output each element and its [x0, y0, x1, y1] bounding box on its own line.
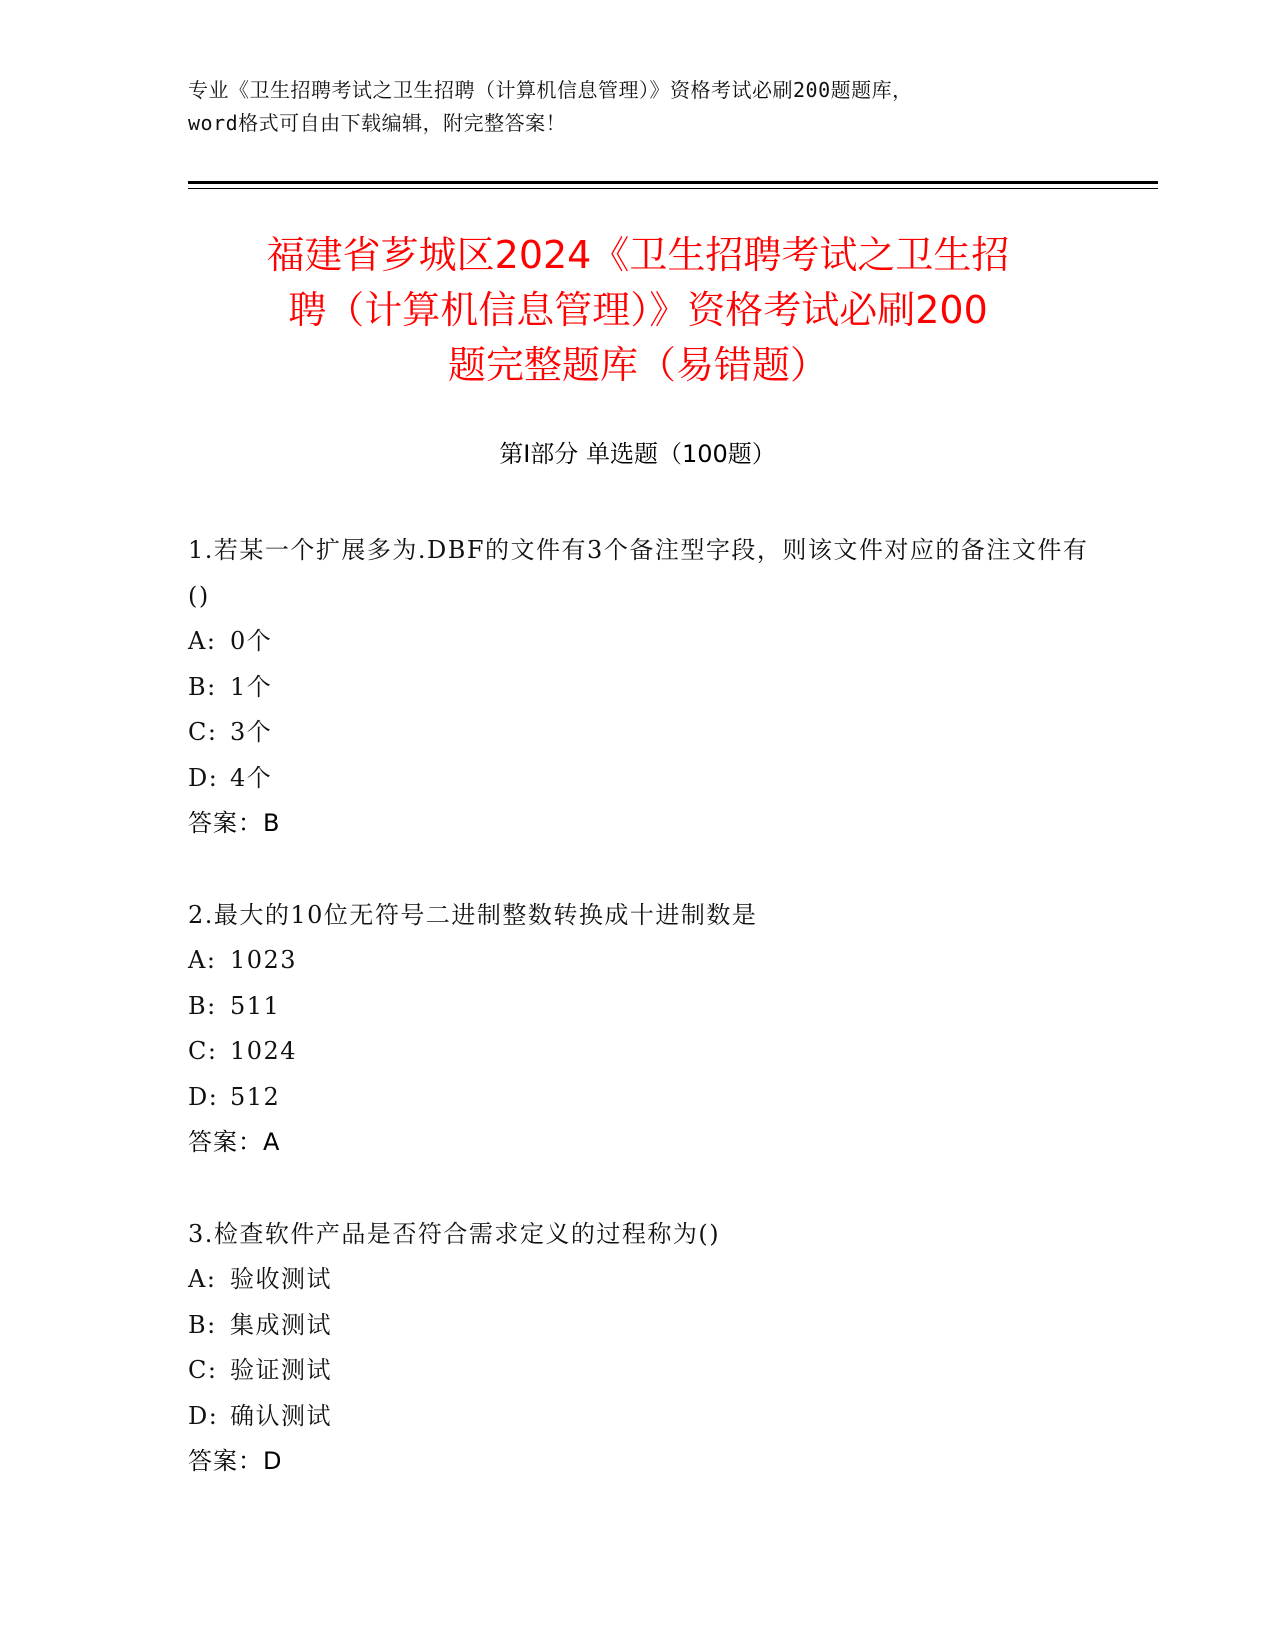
- question-item: [188, 893, 1108, 1166]
- document-title-line: 题完整题库（易错题）: [447, 343, 828, 387]
- option-b: [188, 1303, 1108, 1349]
- option-text: 4个: [230, 763, 273, 792]
- option-d: [188, 1075, 1108, 1121]
- option-text: 1024: [230, 1037, 298, 1065]
- question-stem: 2.最大的10位无符号二进制整数转换成十进制数是: [188, 900, 758, 929]
- option-text: 1个: [230, 672, 273, 701]
- section-heading: 第Ⅰ部分 单选题（100题）: [499, 440, 776, 468]
- option-text: 1023: [230, 946, 298, 974]
- document-title: [188, 228, 1088, 393]
- option-a: [188, 1257, 1108, 1303]
- question-stem: 1.若某一个扩展多为.DBF的文件有3个备注型字段，则该文件对应的备注文件有(): [188, 536, 1089, 610]
- option-b: [188, 984, 1108, 1030]
- option-text: 511: [230, 991, 281, 1020]
- option-letter: D:: [188, 1082, 219, 1111]
- option-letter: B:: [188, 991, 217, 1020]
- answer-line: 答案：D: [188, 1447, 283, 1475]
- option-c: [188, 1348, 1108, 1394]
- option-letter: B:: [188, 1310, 217, 1339]
- option-letter: B:: [188, 672, 217, 701]
- option-text: 验收测试: [230, 1265, 332, 1293]
- header-note-line: 专业《卫生招聘考试之卫生招聘（计算机信息管理）》资格考试必刷200题题库，: [188, 78, 913, 102]
- option-c: [188, 710, 1108, 756]
- option-b: [188, 665, 1108, 711]
- question-stem: 3.检查软件产品是否符合需求定义的过程称为(): [188, 1219, 721, 1248]
- option-text: 3个: [230, 718, 273, 746]
- option-letter: C:: [188, 1037, 218, 1065]
- header-divider-thin: [188, 188, 1158, 189]
- option-c: [188, 1029, 1108, 1075]
- option-letter: A:: [188, 1265, 217, 1293]
- option-letter: D:: [188, 763, 219, 792]
- header-divider-thick: [188, 181, 1158, 184]
- option-letter: D:: [188, 1401, 219, 1430]
- option-letter: C:: [188, 718, 218, 746]
- document-title-line: 聘（计算机信息管理）》资格考试必刷200: [288, 288, 988, 332]
- option-d: [188, 756, 1108, 802]
- question-list: [188, 528, 1108, 1531]
- option-letter: A:: [188, 946, 217, 974]
- option-a: [188, 619, 1108, 665]
- question-item: [188, 528, 1108, 847]
- option-letter: A:: [188, 627, 217, 655]
- question-item: [188, 1212, 1108, 1485]
- option-text: 集成测试: [230, 1310, 332, 1339]
- document-title-line: 福建省芗城区2024《卫生招聘考试之卫生招: [266, 233, 1010, 277]
- header-note-line: word格式可自由下载编辑，附完整答案！: [188, 111, 567, 135]
- option-d: [188, 1394, 1108, 1440]
- option-text: 512: [230, 1082, 281, 1111]
- option-text: 验证测试: [230, 1356, 332, 1384]
- answer-line: 答案：A: [188, 1128, 281, 1156]
- answer-line: 答案：B: [188, 809, 281, 837]
- option-text: 确认测试: [230, 1401, 332, 1430]
- option-a: [188, 938, 1108, 984]
- option-text: 0个: [230, 627, 273, 655]
- header-note: [188, 74, 1088, 140]
- option-letter: C:: [188, 1356, 218, 1384]
